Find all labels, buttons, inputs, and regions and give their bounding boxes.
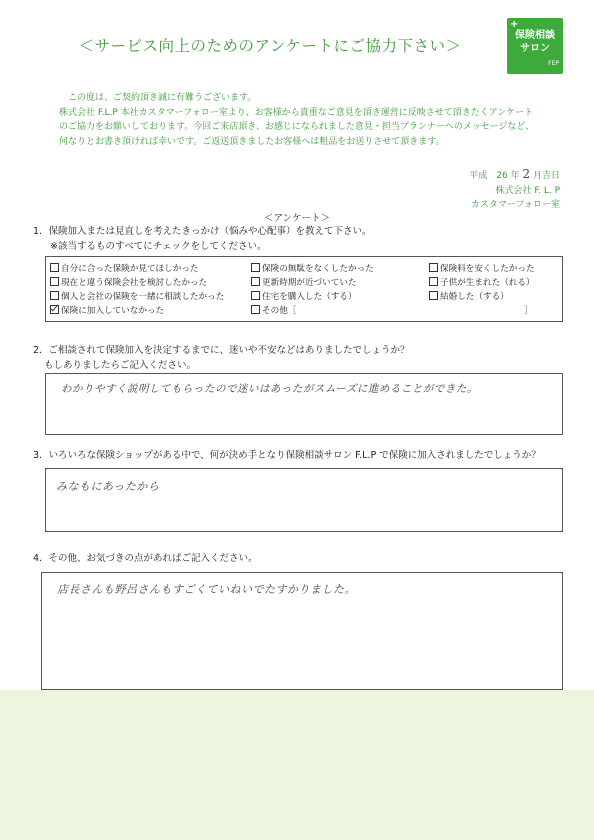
- checkbox[interactable]: [251, 305, 260, 314]
- q1-option[interactable]: [429, 290, 509, 302]
- date-line: [469, 167, 560, 184]
- q3-answer-box[interactable]: [45, 468, 563, 532]
- logo-text-line3: FEP: [548, 60, 559, 67]
- option-label: 住宅を購入した（する）: [262, 292, 357, 302]
- checkbox[interactable]: [429, 277, 438, 286]
- q2-answer: わかりやすく説明してもらったので迷いはあったがスムーズに進めることができた。: [61, 383, 478, 395]
- q2-line1: 2．ご相談されて保険加入を決定するまでに、迷いや不安などはありましたでしょうか？: [33, 345, 410, 356]
- q1-option[interactable]: [251, 276, 357, 288]
- logo-plus-mark: +: [510, 19, 519, 30]
- q1-text: [33, 224, 372, 254]
- other-bracket-close: ］: [524, 306, 533, 316]
- q4-answer-box[interactable]: [41, 572, 563, 690]
- checkbox-checked[interactable]: [50, 305, 59, 314]
- option-label: 自分に合った保険か見てほしかった: [61, 264, 199, 274]
- q1-option[interactable]: [429, 276, 535, 288]
- q1-option[interactable]: [50, 304, 164, 316]
- q1-option[interactable]: [50, 290, 224, 302]
- logo-text-line2: サロン: [520, 43, 550, 54]
- q2-line2: もしありましたらご記入ください。: [44, 360, 197, 371]
- checkbox[interactable]: [429, 291, 438, 300]
- option-label: 子供が生まれた（れる）: [440, 278, 535, 288]
- salon-logo: [507, 18, 563, 74]
- q1-options-box: [45, 256, 563, 322]
- q3-text: [33, 448, 541, 463]
- q1-option[interactable]: [429, 262, 535, 274]
- q1-option[interactable]: [50, 276, 207, 288]
- checkbox[interactable]: [429, 263, 438, 272]
- intro-line: 株式会社 F.L.P 本社カスタマーフォロー室より、お客様から貴重なご意見を頂き運営に反映させて頂きたくアンケート: [59, 107, 534, 118]
- checkbox[interactable]: [50, 263, 59, 272]
- option-label: その他［: [262, 306, 297, 316]
- option-label: 保険の無駄をなくしたかった: [262, 264, 374, 274]
- q4-answer: 店長さんも野呂さんもすごくていねいでたすかりました。: [57, 583, 356, 596]
- bottom-background-band: [0, 690, 594, 840]
- q4-line1: 4．その他、お気づきの点があればご記入ください。: [33, 553, 258, 564]
- intro-line: この度は、ご契約頂き誠に有難うございます。: [68, 93, 257, 103]
- q1-line1: 1．保険加入または見直しを考えたきっかけ（悩みや心配事）を教えて下さい。: [33, 226, 372, 237]
- company-name: 株式会社 F. L. P: [495, 185, 560, 196]
- checkbox[interactable]: [251, 277, 260, 286]
- option-label: 保険料を安くしたかった: [440, 264, 535, 274]
- option-label: 保険に加入していなかった: [61, 306, 165, 316]
- option-label: 現在と違う保険会社を検討したかった: [61, 278, 208, 288]
- checkbox[interactable]: [50, 277, 59, 286]
- survey-title: ＜サービス向上のためのアンケートにご協力下さい＞: [78, 37, 462, 55]
- logo-text-line1: 保険相談: [515, 30, 555, 41]
- intro-line: 何なりとお書き頂ければ幸いです。ご返送頂きましたお客様へは粗品をお送りさせて頂きます。: [59, 136, 445, 147]
- intro-line: のご協力をお願いしております。今回ご来店頂き、お感じになられました意見・担当プランナーへのメッセージなど、: [59, 122, 535, 132]
- date-suffix: 月吉日: [532, 171, 560, 181]
- survey-section-title: ＜アンケート＞: [264, 213, 330, 224]
- date-prefix: 平成 26 年: [469, 171, 520, 181]
- intro-text: [59, 91, 579, 149]
- q1-option[interactable]: [251, 262, 374, 274]
- q2-answer-box[interactable]: [45, 373, 563, 435]
- checkbox[interactable]: [50, 291, 59, 300]
- q1-option[interactable]: [251, 290, 357, 302]
- q1-option-other[interactable]: [251, 304, 296, 316]
- option-label: 個人と会社の保険を一緒に相談したかった: [61, 292, 225, 302]
- option-label: 更新時期が近づいていた: [262, 278, 357, 288]
- q1-option[interactable]: [50, 262, 199, 274]
- checkbox[interactable]: [251, 291, 260, 300]
- q2-text: [33, 343, 410, 373]
- date-month: 2: [522, 167, 531, 181]
- signature-block: [469, 167, 560, 213]
- q1-line2: ※該当するものすべてにチェックをしてください。: [50, 241, 267, 252]
- checkbox[interactable]: [251, 263, 260, 272]
- option-label: 結婚した（する）: [440, 292, 509, 302]
- q3-answer: みなもにあったから: [56, 480, 160, 493]
- department-name: カスタマーフォロー室: [470, 200, 560, 210]
- q4-text: [33, 551, 258, 566]
- q3-line1: 3．いろいろな保険ショップがある中で、何が決め手となり保険相談サロン F.L.P で保険に加入されましたでしょうか？: [33, 450, 541, 461]
